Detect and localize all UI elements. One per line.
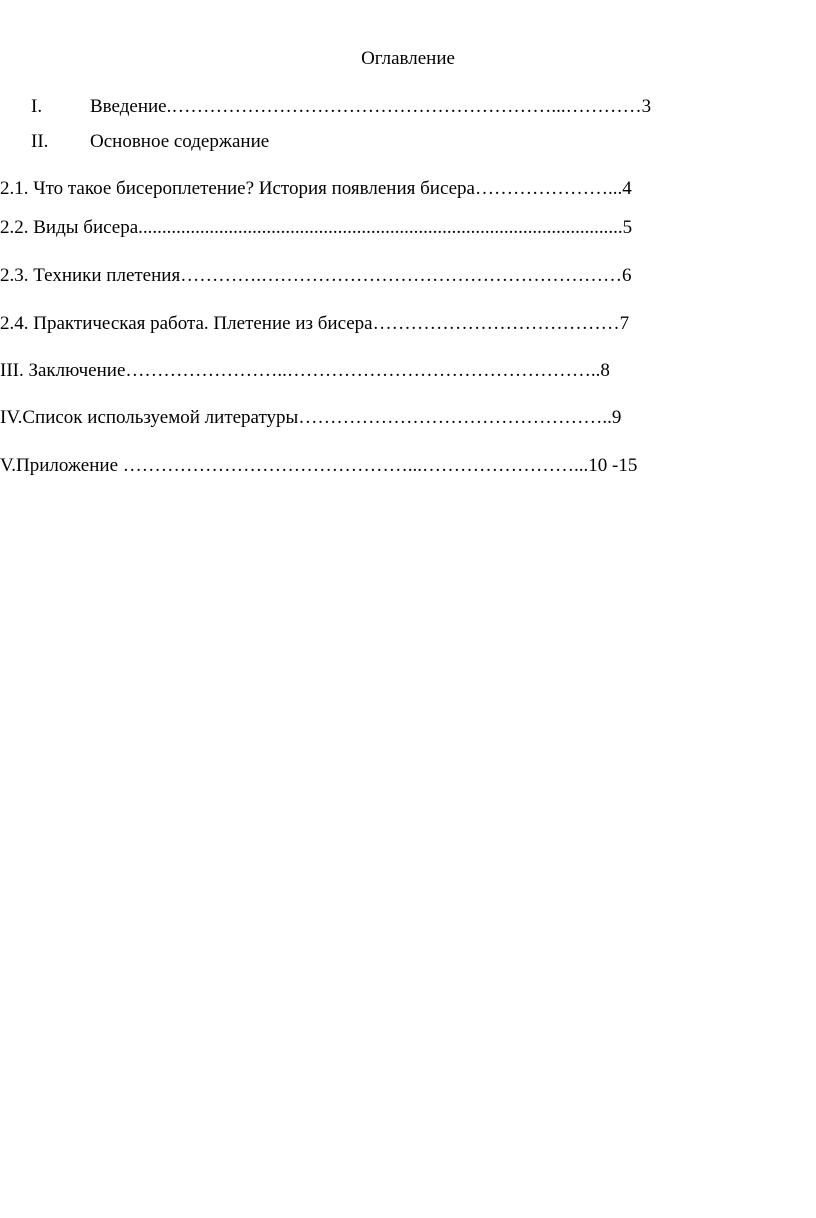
toc-entry-2-1: 2.1. Что такое бисероплетение? История появления бисера…………………...4 <box>0 178 632 199</box>
toc-entry-conclusion: III. Заключение……………………..…………………………………………..8 <box>0 360 610 381</box>
toc-entry-number: II. <box>31 131 49 152</box>
toc-entry-2-3: 2.3. Техники плетения………….…………………………………………………6 <box>0 265 632 286</box>
toc-entry-2-4: 2.4. Практическая работа. Плетение из бисера…………………………………7 <box>0 313 630 334</box>
toc-entry-text: Введение.……………………………………………………...…………3 <box>90 96 652 117</box>
toc-entry-2-2: 2.2. Виды бисера......................................................................................................5 <box>0 217 633 238</box>
toc-entry-number: I. <box>31 96 43 117</box>
toc-entry-references: IV.Список используемой литературы…………………………………………..9 <box>0 407 622 428</box>
toc-entry-main-content <box>31 131 269 153</box>
toc-entry-appendix: V.Приложение ………………………………………...……………………...10 -15 <box>0 455 638 476</box>
toc-entry-text: Основное содержание <box>90 131 270 152</box>
toc-entry-introduction <box>31 96 651 118</box>
toc-title: Оглавление <box>361 48 455 69</box>
